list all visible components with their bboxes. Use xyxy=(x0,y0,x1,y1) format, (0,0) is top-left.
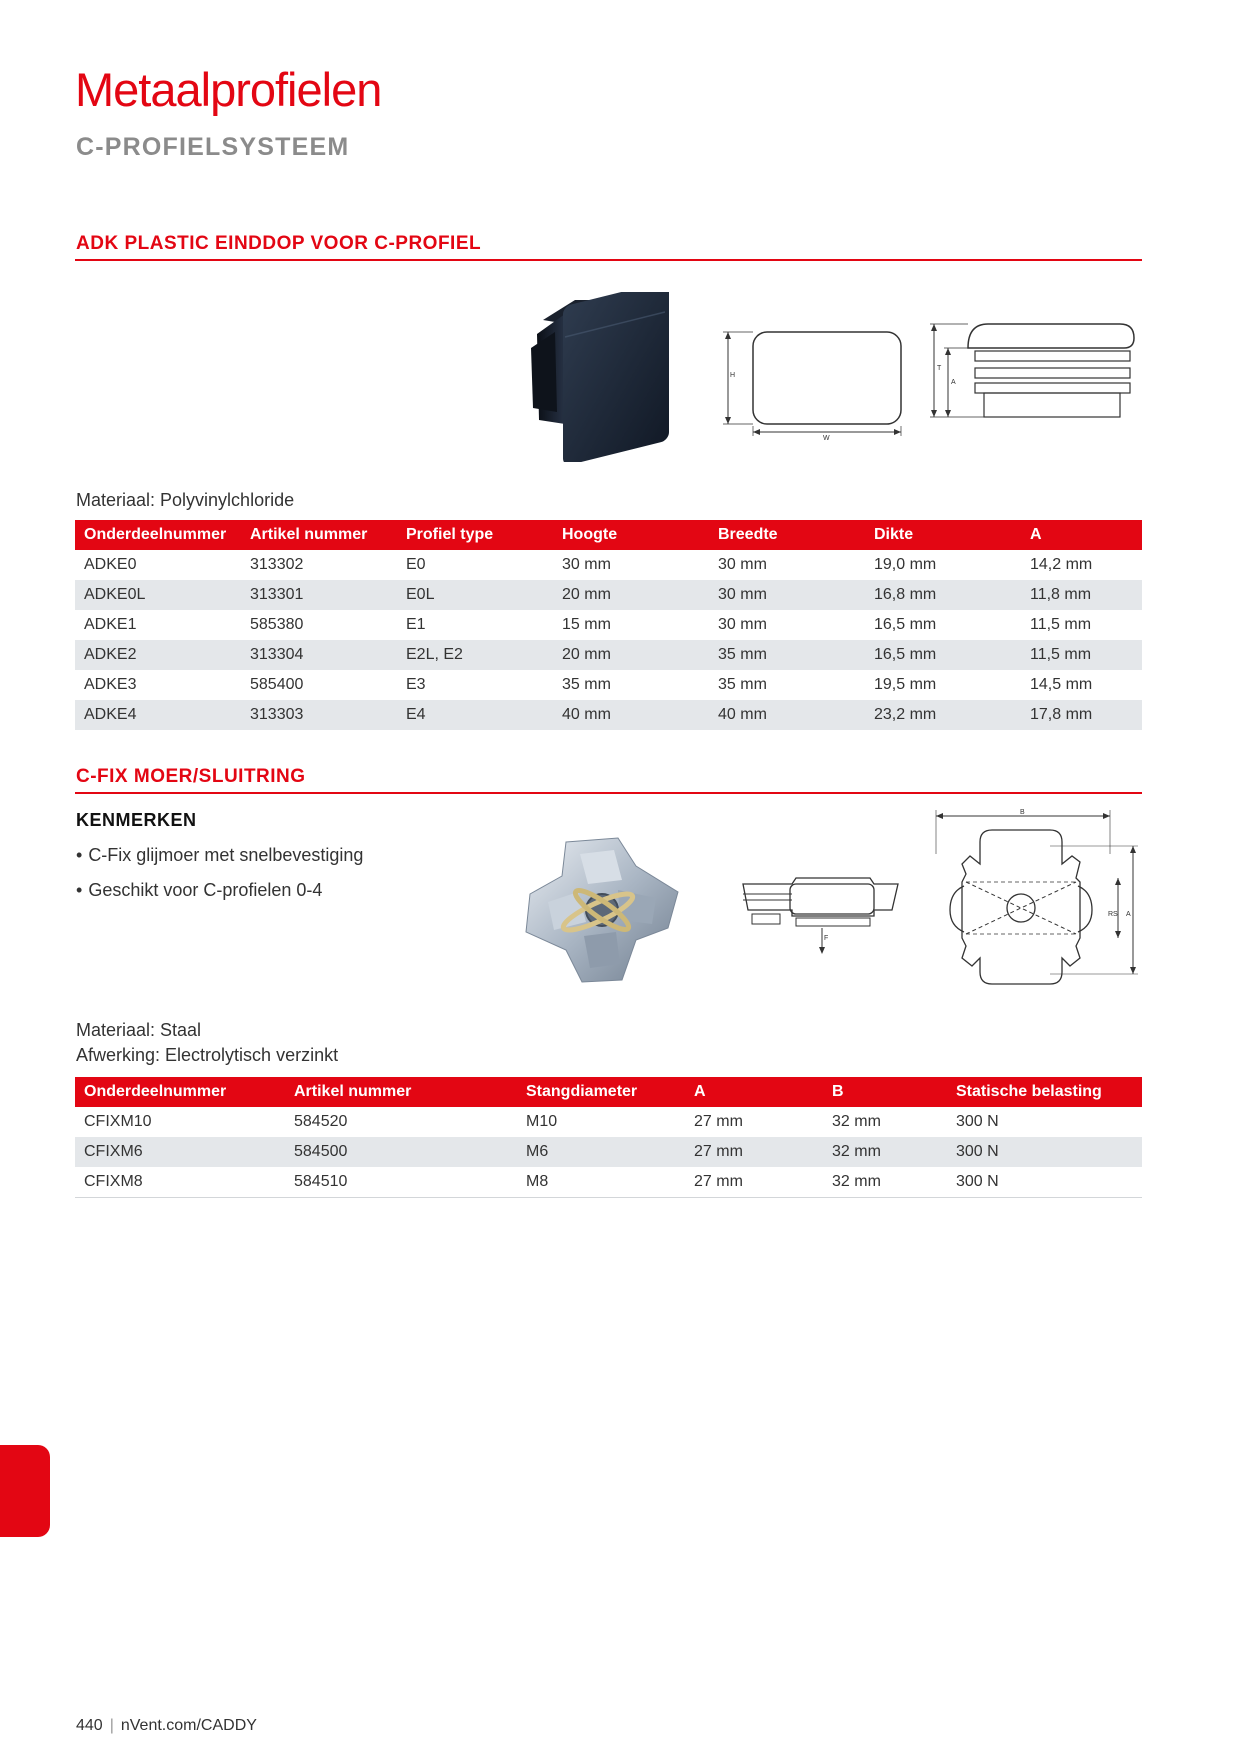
column-header: Onderdeelnummer xyxy=(75,1077,285,1107)
table-cell: 30 mm xyxy=(718,616,767,633)
table-cell: ADKE0 xyxy=(84,556,137,573)
column-header: Stangdiameter xyxy=(517,1077,685,1107)
footer-separator: | xyxy=(109,1717,114,1734)
table-row xyxy=(75,1167,1142,1198)
table-row xyxy=(75,640,1142,670)
table-cell: ADKE2 xyxy=(75,640,241,670)
table-cell: M8 xyxy=(517,1167,685,1198)
table-cell: 27 mm xyxy=(694,1113,743,1130)
table-cell: 23,2 mm xyxy=(865,700,1021,730)
table-cell: 19,0 mm xyxy=(874,556,937,573)
table-cell: M10 xyxy=(526,1113,558,1130)
column-header: Hoogte xyxy=(553,520,709,550)
table-cell: E1 xyxy=(406,616,426,633)
table-cell: 585380 xyxy=(250,616,304,633)
c-fix-spec-table xyxy=(75,1077,1142,1198)
table-cell: 313303 xyxy=(241,700,397,730)
table-cell: ADKE3 xyxy=(84,676,137,693)
table-cell: 19,5 mm xyxy=(874,676,937,693)
table-cell: 14,2 mm xyxy=(1030,556,1093,573)
table-cell: 40 mm xyxy=(553,700,709,730)
table-cell: M6 xyxy=(517,1137,685,1167)
table-cell: E3 xyxy=(406,676,426,693)
page-footer xyxy=(76,1717,257,1735)
list-item: • C-Fix glijmoer met snelbevestiging xyxy=(76,840,363,875)
column-header: Statische belasting xyxy=(947,1077,1142,1107)
table-cell: 11,5 mm xyxy=(1030,616,1092,633)
column-header: Artikel nummer xyxy=(241,520,397,550)
table-cell: 15 mm xyxy=(562,616,611,633)
table-cell: 585400 xyxy=(250,676,304,693)
table-cell: 32 mm xyxy=(823,1137,947,1167)
page-subtitle: C-PROFIELSYSTEEM xyxy=(76,133,350,161)
dimension-label-a: A xyxy=(1126,911,1131,918)
features-heading: KENMERKEN xyxy=(76,810,197,830)
table-cell: 20 mm xyxy=(553,580,709,610)
table-cell: E0L xyxy=(397,580,553,610)
table-cell: 32 mm xyxy=(832,1113,881,1130)
end-cap-spec-table xyxy=(75,520,1142,730)
table-cell: ADKE4 xyxy=(75,700,241,730)
table-cell: ADKE1 xyxy=(84,616,137,633)
column-header: Dikte xyxy=(865,520,1021,550)
table-cell: 313304 xyxy=(241,640,397,670)
finish-label: Afwerking: Electrolytisch verzinkt xyxy=(76,1045,339,1065)
end-cap-photo xyxy=(525,292,670,462)
c-fix-side-drawing xyxy=(740,872,900,962)
dimension-label-t: T xyxy=(937,365,942,372)
table-cell: 35 mm xyxy=(709,640,865,670)
table-cell: 20 mm xyxy=(553,640,709,670)
column-header: A xyxy=(1021,520,1142,550)
column-header: Artikel nummer xyxy=(285,1077,517,1107)
table-cell: ADKE0L xyxy=(75,580,241,610)
page-title: Metaalprofielen xyxy=(75,63,382,116)
table-cell: 300 N xyxy=(947,1167,1142,1198)
table-cell: 17,8 mm xyxy=(1021,700,1142,730)
table-cell: 30 mm xyxy=(709,580,865,610)
table-header-row xyxy=(75,520,1142,550)
table-row xyxy=(75,1137,1142,1167)
table-header-row xyxy=(75,1077,1142,1107)
table-cell: 584520 xyxy=(294,1113,348,1130)
column-header: Profiel type xyxy=(397,520,553,550)
table-cell: E2L, E2 xyxy=(397,640,553,670)
table-cell: 313301 xyxy=(241,580,397,610)
table-cell: 27 mm xyxy=(685,1167,823,1198)
dimension-label-b: B xyxy=(1020,809,1025,816)
table-cell: E0 xyxy=(406,556,426,573)
end-cap-front-drawing xyxy=(720,322,910,442)
table-row xyxy=(75,1107,1142,1137)
section-divider xyxy=(75,259,1142,261)
list-item: • Geschikt voor C-profielen 0-4 xyxy=(76,875,363,910)
footer-website-link[interactable]: nVent.com/CADDY xyxy=(120,1717,257,1734)
chapter-tab xyxy=(0,1445,50,1537)
table-row xyxy=(75,610,1142,640)
features-list xyxy=(76,840,363,910)
c-fix-nut-photo xyxy=(518,832,688,987)
column-header: A xyxy=(685,1077,823,1107)
c-fix-top-drawing xyxy=(930,806,1140,996)
table-cell: 11,8 mm xyxy=(1021,580,1142,610)
table-cell: E4 xyxy=(397,700,553,730)
column-header: Onderdeelnummer xyxy=(75,520,241,550)
column-header: B xyxy=(823,1077,947,1107)
column-header: Breedte xyxy=(709,520,865,550)
table-row xyxy=(75,550,1142,580)
table-row xyxy=(75,670,1142,700)
table-cell: 584500 xyxy=(285,1137,517,1167)
table-cell: 16,5 mm xyxy=(865,640,1021,670)
section-divider xyxy=(75,792,1142,794)
table-cell: 27 mm xyxy=(685,1137,823,1167)
table-cell: CFIXM10 xyxy=(84,1113,152,1130)
page-number: 440 xyxy=(76,1717,103,1734)
section-heading-end-cap: ADK PLASTIC EINDDOP VOOR C-PROFIEL xyxy=(76,233,482,254)
table-cell: 300 N xyxy=(947,1137,1142,1167)
table-cell: 313302 xyxy=(250,556,304,573)
table-cell: 300 N xyxy=(956,1113,999,1130)
section-heading-c-fix: C-FIX MOER/SLUITRING xyxy=(76,766,306,787)
table-cell: 30 mm xyxy=(562,556,611,573)
table-cell: 11,5 mm xyxy=(1021,640,1142,670)
table-cell: 14,5 mm xyxy=(1030,676,1093,693)
dimension-label-w: W xyxy=(823,435,830,442)
table-cell: CFIXM8 xyxy=(75,1167,285,1198)
table-cell: 584510 xyxy=(285,1167,517,1198)
table-cell: 40 mm xyxy=(709,700,865,730)
table-cell: 16,8 mm xyxy=(865,580,1021,610)
table-cell: 16,5 mm xyxy=(874,616,937,633)
table-row xyxy=(75,700,1142,730)
dimension-label-f: F xyxy=(824,935,829,942)
end-cap-side-drawing xyxy=(928,318,1138,428)
dimension-label-rs: RS xyxy=(1108,911,1118,918)
table-row xyxy=(75,580,1142,610)
table-cell: 35 mm xyxy=(562,676,611,693)
dimension-label-a: A xyxy=(951,379,956,386)
table-cell: 30 mm xyxy=(718,556,767,573)
dimension-label-h: H xyxy=(730,372,736,379)
table-cell: 35 mm xyxy=(718,676,767,693)
material-label: Materiaal: Polyvinylchloride xyxy=(76,490,295,510)
material-label: Materiaal: Staal xyxy=(76,1020,202,1040)
table-cell: CFIXM6 xyxy=(75,1137,285,1167)
table-cell: 32 mm xyxy=(823,1167,947,1198)
